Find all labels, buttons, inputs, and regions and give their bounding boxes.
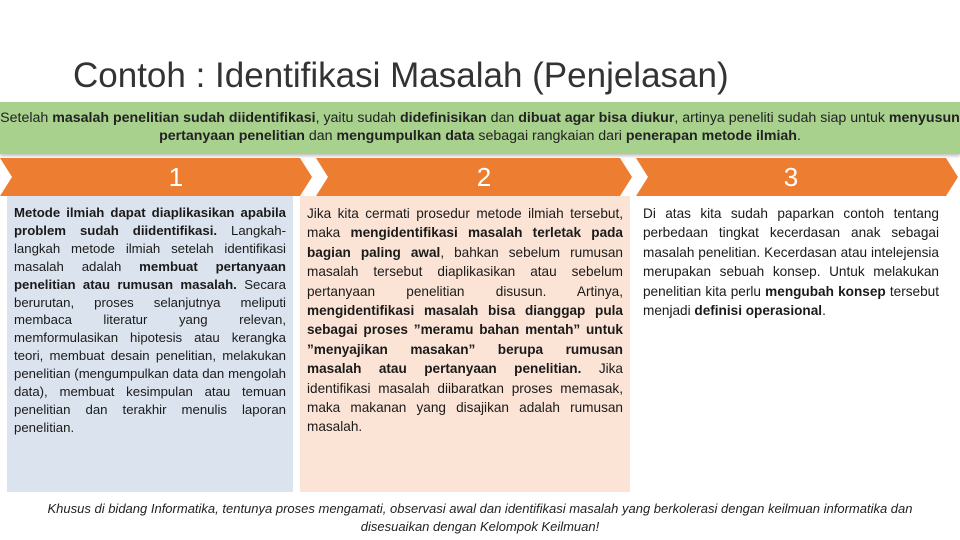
- emphasis-text: Metode ilmiah dapat diaplikasikan apabila problem sudah diidentifikasi.: [14, 205, 286, 238]
- step-3-text: [643, 204, 939, 320]
- footer-note: Khusus di bidang Informatika, tentunya proses mengamati, observasi awal dan identifikasi masalah yang berkolerasi dengan keilmuan informatika dan disesuaikan dengan Kelompok Keilmuan!: [47, 501, 913, 534]
- emphasis-text: penerapan metode ilmiah: [625, 128, 797, 144]
- step-1-text: [14, 204, 286, 437]
- step-2-panel: [300, 196, 630, 492]
- emphasis-text: membuat pertanyaan penelitian atau rumusan masalah.: [14, 258, 286, 292]
- body-text: dan: [486, 110, 519, 126]
- body-text: , artinya peneliti sudah siap untuk: [674, 110, 889, 126]
- emphasis-text: mengidentifikasi masalah bisa dianggap pula sebagai proses ”meramu bahan mentah” untuk ”menyajikan masakan” berupa rumusan masalah atau pertanyaan penelitian.: [307, 303, 623, 377]
- body-text: Secara berurutan, proses selanjutnya meliputi membaca literatur yang relevan, memformulasikan hipotesis atau kerangka teori, membuat desain penelitian, melakukan penelitian (mengumpulkan data dan mengolah data), membuat kesimpulan atau temuan penelitian dan terakhir menulis laporan penelitian.: [14, 276, 286, 435]
- summary-banner: [0, 102, 960, 154]
- body-text: , yaitu sudah: [315, 110, 400, 126]
- step-1-panel: [7, 196, 293, 492]
- step-3-number: 3: [783, 162, 799, 192]
- emphasis-text: definisi operasional: [694, 303, 823, 319]
- emphasis-text: mengumpulkan data: [336, 128, 475, 144]
- body-text: Langkah-langkah metode ilmiah setelah identifikasi masalah adalah: [14, 222, 286, 274]
- emphasis-text: mengidentifikasi masalah terletak pada bagian paling awal: [307, 225, 623, 260]
- emphasis-text: dibuat agar bisa diukur: [518, 110, 675, 126]
- step-2-number: 2: [476, 162, 492, 192]
- body-text: sebagai rangkaian dari: [474, 128, 626, 144]
- emphasis-text: didefinisikan: [399, 110, 487, 126]
- emphasis-text: mengubah konsep: [765, 283, 886, 299]
- body-text: Jika identifikasi masalah diibaratkan proses memasak, maka makanan yang disajikan adalah rumusan masalah.: [307, 361, 623, 435]
- body-text: , bahkan sebelum rumusan masalah tersebut diaplikasikan atau sebelum pertanyaan penelitian disusun. Artinya,: [307, 244, 623, 299]
- body-text: .: [822, 303, 826, 319]
- body-text: Setelah: [0, 110, 53, 126]
- body-text: Jika kita cermati prosedur metode ilmiah tersebut, maka: [307, 206, 623, 241]
- step-3-panel: [636, 196, 946, 492]
- banner-text: [0, 110, 960, 144]
- step-1-number: 1: [168, 162, 184, 192]
- body-text: Di atas kita sudah paparkan contoh tentang perbedaan tingkat kecerdasan anak sebagai masalah penelitian. Kecerdasan atau intelejensia merupakan sebuah konsep. Untuk melakukan penelitian kita perlu: [643, 206, 939, 299]
- body-text: dan: [304, 128, 337, 144]
- step-2-text: [307, 204, 623, 437]
- emphasis-text: masalah penelitian sudah diidentifikasi: [52, 110, 316, 126]
- emphasis-text: menyusun pertanyaan penelitian: [159, 110, 960, 144]
- body-text: .: [796, 128, 801, 144]
- body-text: tersebut menjadi: [643, 283, 939, 319]
- slide-title: Contoh : Identifikasi Masalah (Penjelasan): [73, 56, 729, 95]
